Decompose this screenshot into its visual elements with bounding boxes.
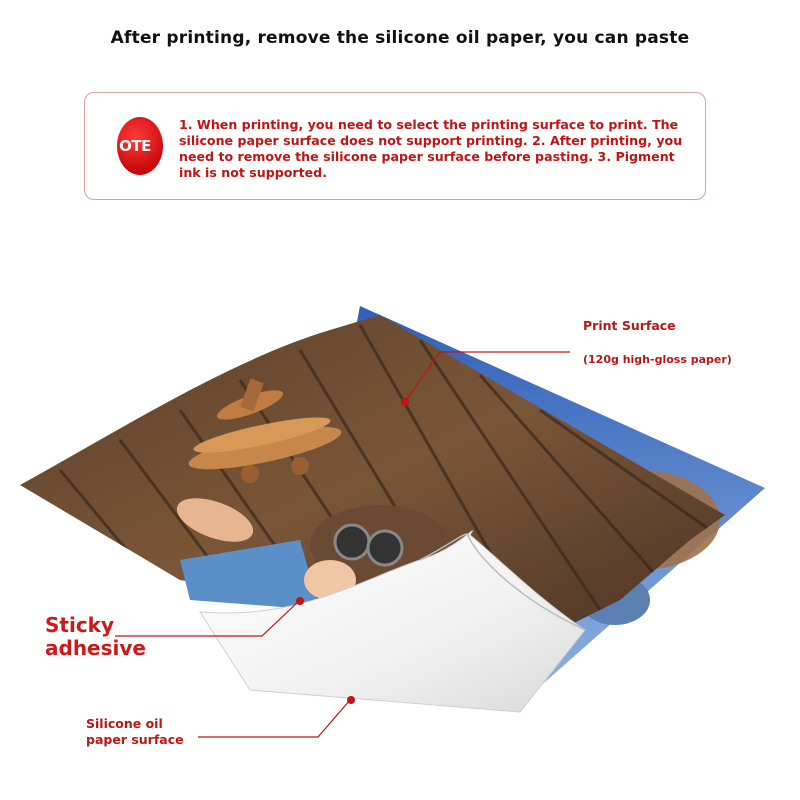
silicone-paper-label bbox=[86, 716, 184, 748]
note-badge-label: OTE bbox=[119, 137, 151, 155]
sticky-adhesive-label bbox=[45, 614, 146, 660]
sticky-line-1: Sticky bbox=[45, 613, 115, 637]
sticky-line-2: adhesive bbox=[45, 636, 146, 660]
note-text: 1. When printing, you need to select the printing surface to print. The silicone paper surface does not support printing. 2. After printing, you need to remove the silicone paper surface before pasting. 3. Pigment ink is not supported. bbox=[179, 117, 683, 180]
silicone-line-2: paper surface bbox=[86, 732, 184, 747]
silicone-line-1: Silicone oil bbox=[86, 716, 163, 731]
paper-type-label: (120g high-gloss paper) bbox=[583, 353, 732, 366]
print-surface-label: Print Surface bbox=[583, 318, 676, 333]
headline: After printing, remove the silicone oil paper, you can paste bbox=[110, 28, 690, 48]
